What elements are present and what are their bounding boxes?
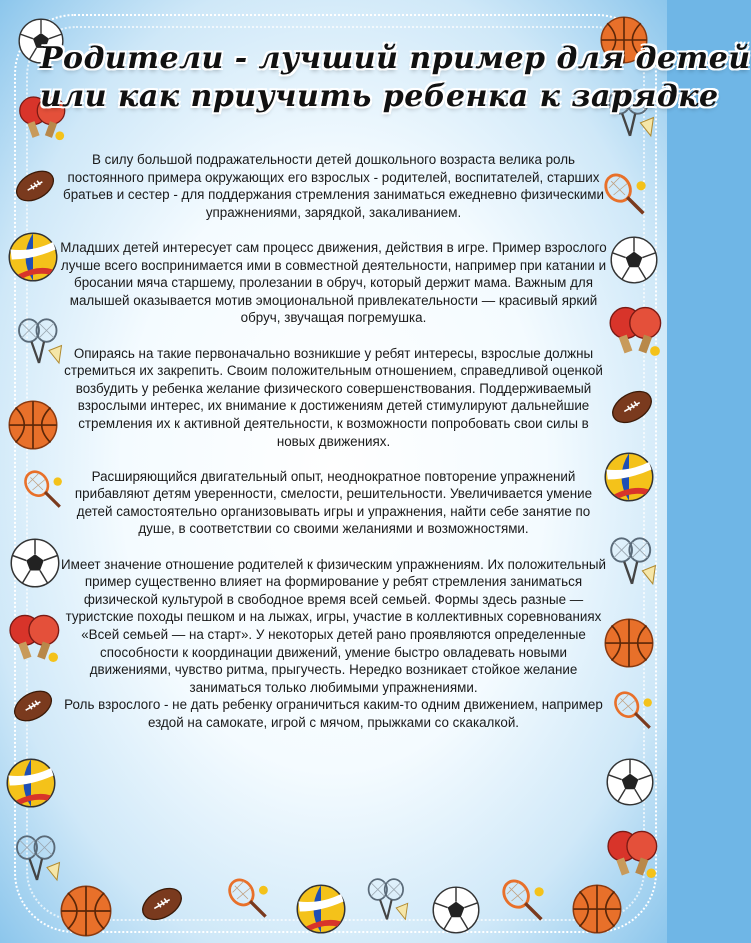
page-title xyxy=(40,40,751,116)
tennis-racket-icon xyxy=(500,876,546,926)
paragraph-1: В силу большой подражательности детей дошкольного возраста велика роль постоянного примера окружающих его взрослых - родителей, воспитателей, старших братьев и сестер - для поддержания стремления заниматься ежедневно физическими упражнениями, зарядкой, закаливанием. xyxy=(63,152,604,220)
football-icon xyxy=(12,685,54,727)
title-line-2: или как приучить ребенка к зарядке xyxy=(40,79,719,114)
paragraph-3: Опираясь на такие первоначально возникшие у ребят интересы, взрослые должны стремиться их закрепить. Своим положительным отношением, справедливой оценкой возбудить у ребенка желание физического совершенствования. Поддерживаемый взрослыми интерес, их внимание к достижениям детей стимулируют дальнейшие стремления их к активной деятельности, к возможности попробовать свои силы в новых движениях. xyxy=(64,345,603,449)
article-body xyxy=(60,151,607,732)
tennis-racket-icon xyxy=(226,874,270,924)
paragraph-6: Роль взрослого - не дать ребенку ограничиться каким-то одним движением, например ездой на самокате, игрой с мячом, прыжками со скакалкой. xyxy=(64,697,603,730)
badminton-rackets-icon xyxy=(12,825,62,895)
football-icon xyxy=(140,882,184,926)
football-icon xyxy=(14,165,56,207)
paragraph-2: Младших детей интересует сам процесс движения, действия в игре. Пример взрослого лучше всего воспринимается ими в совместной деятельности, например при катании и бросании мяча старшему, пролезании в обруч, который держит мама. Важным для малышей оказывается мотив эмоциональной привлекательности — красивый яркий обруч, звучащая погремушка. xyxy=(60,239,607,326)
paragraph-4: Расширяющийся двигательный опыт, неоднократное повторение упражнений прибавляют детям уверенности, смелости, решительности. Увеличивается умение детей самостоятельно организовывать игры и упражнения, найти себе занятие по душе, в соответствии со своими желаниями и возможностями. xyxy=(74,468,593,537)
volleyball-icon xyxy=(604,452,654,502)
basketball-icon xyxy=(8,400,58,450)
title-line-1: Родители - лучший пример для детей xyxy=(40,41,751,76)
basketball-icon xyxy=(604,618,654,668)
soccer-ball-icon xyxy=(10,538,60,588)
soccer-ball-icon xyxy=(610,236,658,284)
badminton-rackets-icon xyxy=(606,528,658,598)
ping-pong-paddles-icon xyxy=(604,826,658,880)
ping-pong-paddles-icon xyxy=(606,302,662,358)
badminton-rackets-icon xyxy=(14,308,64,378)
tennis-racket-icon xyxy=(602,172,648,218)
football-icon xyxy=(610,385,654,429)
soccer-ball-icon xyxy=(432,886,480,934)
paragraph-5: Имеет значение отношение родителей к физическим упражнениям. Их положительный пример существенно влияет на формирование у ребят стремления заниматься физической культурой в свободное время всей семьей. Формы здесь разные — туристские походы пешком и на лыжах, игры, участие в коллективных соревнованиях «Всей семьей — на старт». У некоторых детей рано проявляются определенные способности к координации движений, умение быстро овладевать новыми движениями, чувство ритма, прыгучесть. Нередко возникает стойкое желание заниматься только любимыми упражнениями. xyxy=(61,556,606,695)
soccer-ball-icon xyxy=(606,758,654,806)
basketball-icon xyxy=(60,885,112,937)
badminton-rackets-icon xyxy=(364,868,410,934)
basketball-icon xyxy=(572,884,622,934)
volleyball-icon xyxy=(6,758,56,808)
volleyball-icon xyxy=(296,884,346,934)
tennis-racket-icon xyxy=(22,465,64,515)
volleyball-icon xyxy=(8,232,58,282)
tennis-racket-icon xyxy=(612,688,654,734)
ping-pong-paddles-icon xyxy=(6,610,60,664)
